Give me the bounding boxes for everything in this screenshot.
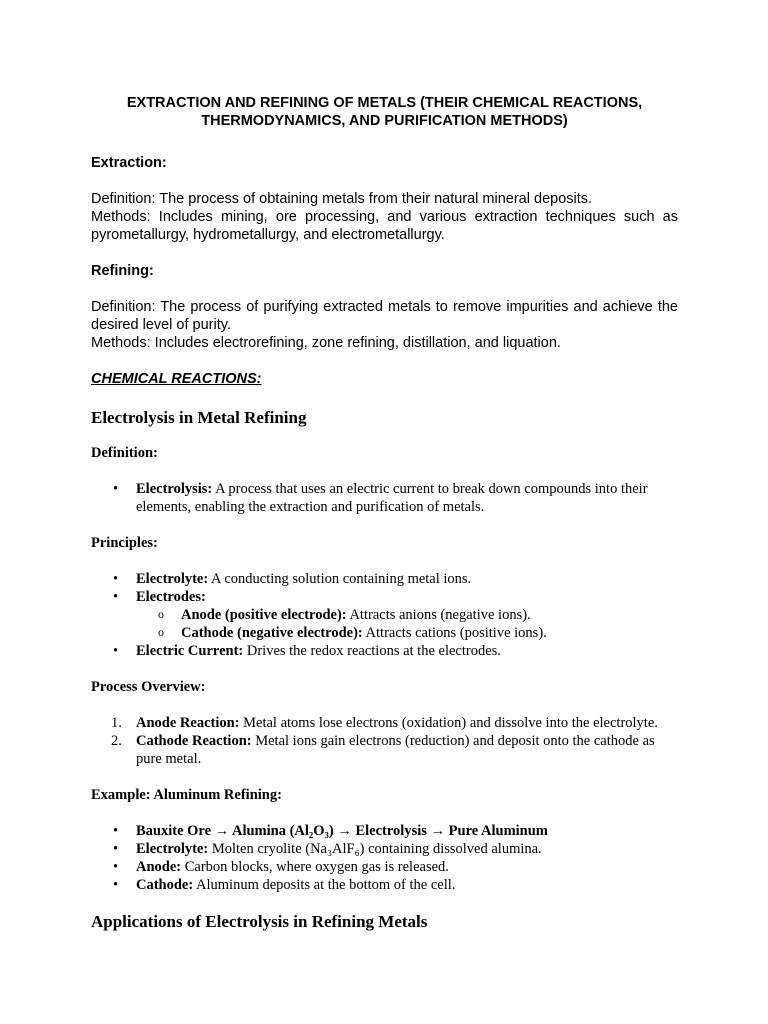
example-heading: Example: Aluminum Refining: (91, 787, 282, 803)
description: A process that uses an electric current to break down compounds into their elements, enabling the extraction and purification of metals. (136, 481, 648, 515)
principles-list (91, 570, 678, 660)
process-overview-heading: Process Overview: (91, 679, 206, 695)
extraction-definition: Definition: The process of obtaining metals from their natural mineral deposits. (91, 191, 593, 207)
list-item (91, 714, 678, 732)
chemical-reactions-heading: CHEMICAL REACTIONS: (91, 371, 262, 387)
list-item (91, 642, 678, 660)
applications-heading: Applications of Electrolysis in Refining Metals (91, 912, 428, 931)
refining-methods: Methods: Includes electrorefining, zone refining, distillation, and liquation. (91, 335, 561, 351)
list-item (91, 840, 678, 858)
refining-definition: Definition: The process of purifying extracted metals to remove impurities and achieve the desired level of purity. (91, 299, 678, 333)
list-item (91, 480, 678, 516)
refining-section (91, 262, 678, 352)
description: Attracts anions (negative ions). (346, 607, 531, 623)
electrolysis-heading: Electrolysis in Metal Refining (91, 408, 307, 427)
term: Electrodes: (136, 589, 206, 605)
title-line-1: EXTRACTION AND REFINING OF METALS (THEIR CHEMICAL REACTIONS, (126, 95, 643, 111)
term: Anode (positive electrode): (181, 607, 347, 623)
extraction-methods: Methods: Includes mining, ore processing, and various extraction techniques such as pyrometallurgy, hydrometallurgy, and electrometallurgy. (91, 209, 678, 243)
extraction-section (91, 154, 678, 244)
term: Anode Reaction: (136, 715, 240, 731)
process-list (91, 714, 678, 768)
document-page (91, 94, 678, 932)
example-list (91, 822, 678, 894)
description: Metal atoms lose electrons (oxidation) and dissolve into the electrolyte. (239, 715, 658, 731)
term: Anode: (136, 859, 182, 875)
term: Electrolysis: (136, 481, 213, 497)
list-item (91, 570, 678, 588)
definition-heading: Definition: (91, 445, 158, 461)
list-item (91, 858, 678, 876)
term: Electrolyte: (136, 841, 209, 857)
description: Molten cryolite (Na₃AlF₆) containing dissolved alumina. (208, 841, 542, 857)
extraction-heading: Extraction: (91, 155, 167, 171)
principles-heading: Principles: (91, 535, 158, 551)
sub-list-item (91, 624, 678, 642)
term: Electric Current: (136, 643, 244, 659)
definition-list (91, 480, 678, 516)
list-item (91, 876, 678, 894)
term: Cathode Reaction: (136, 733, 252, 749)
list-item (91, 588, 678, 606)
process-flow: Bauxite Ore → Alumina (Al₂O₃) → Electrolysis → Pure Aluminum (136, 823, 548, 839)
description: Drives the redox reactions at the electrodes. (243, 643, 501, 659)
description: Metal ions gain electrons (reduction) and deposit onto the cathode as pure metal. (136, 733, 655, 767)
description: Carbon blocks, where oxygen gas is released. (181, 859, 449, 875)
description: Attracts cations (positive ions). (362, 625, 547, 641)
term: Cathode: (136, 877, 194, 893)
description: A conducting solution containing metal ions. (208, 571, 472, 587)
list-item (91, 822, 678, 840)
list-number: 1. (111, 715, 122, 731)
sub-list-item (91, 606, 678, 624)
term: Electrolyte: (136, 571, 209, 587)
term: Cathode (negative electrode): (181, 625, 363, 641)
title-line-2: THERMODYNAMICS, AND PURIFICATION METHODS) (201, 113, 568, 129)
list-item (91, 732, 678, 768)
document-title (91, 94, 678, 130)
list-number: 2. (111, 733, 122, 749)
electrolysis-section (91, 408, 678, 932)
refining-heading: Refining: (91, 263, 154, 279)
description: Aluminum deposits at the bottom of the cell. (193, 877, 456, 893)
